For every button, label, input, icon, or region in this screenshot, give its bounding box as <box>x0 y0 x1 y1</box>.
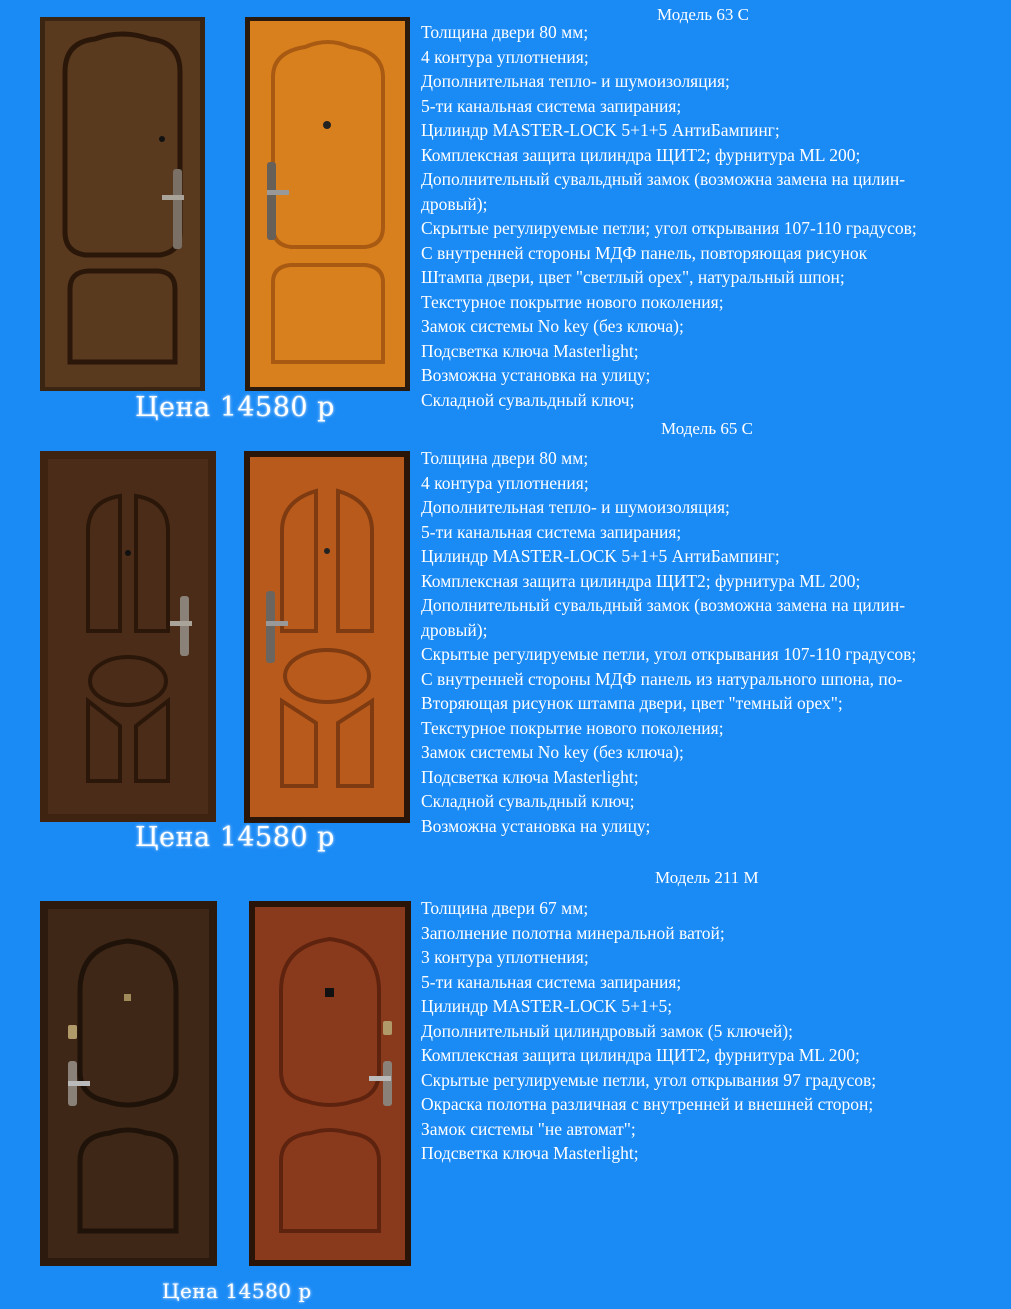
spec-item: Подсветка ключа Masterlight; <box>421 766 639 787</box>
spec-list <box>421 20 917 412</box>
door-inner-image <box>249 901 411 1266</box>
spec-item: Складной сувальдный ключ; <box>421 389 635 410</box>
spec-item: 5-ти канальная система запирания; <box>421 971 682 992</box>
spec-item: Возможна установка на улицу; <box>421 815 651 836</box>
door-outer-image <box>40 17 205 391</box>
spec-item: Цилиндр MASTER-LOCK 5+1+5 АнтиБампинг; <box>421 546 780 566</box>
spec-item: С внутренней стороны МДФ панель, повторяющая рисунок <box>421 242 868 263</box>
spec-item: Дополнительный сувальдный замок (возможна замена на цилин- <box>421 169 906 189</box>
door-outer-image <box>40 901 217 1266</box>
door-inner-image <box>245 17 410 391</box>
spec-item: Дополнительная тепло- и шумоизоляция; <box>421 497 730 517</box>
spec-item: Заполнение полотна минеральной ватой; <box>421 922 725 943</box>
spec-item: Дополнительная тепло- и шумоизоляция; <box>421 71 730 91</box>
spec-item: Замок системы "не автомат"; <box>421 1118 636 1139</box>
spec-item: Замок системы No key (без ключа); <box>421 742 684 762</box>
model-title: Модель 65 С <box>661 419 753 438</box>
spec-item: Скрытые регулируемые петли, угол открывания 97 градусов; <box>421 1069 877 1090</box>
spec-item: Штампа двери, цвет "светлый орех", натуральный шпон; <box>421 267 845 287</box>
spec-item: С внутренней стороны МДФ панель из натурального шпона, по- <box>421 668 903 689</box>
spec-item: Толщина двери 80 мм; <box>421 22 589 42</box>
price-label: Цена 14580 р <box>135 822 335 853</box>
spec-item: Толщина двери 67 мм; <box>421 898 589 918</box>
spec-item: Комплексная защита цилиндра ЩИТ2; фурнитура ML 200; <box>421 570 861 591</box>
spec-item: Текстурное покрытие нового поколения; <box>421 717 724 738</box>
spec-item: дровый); <box>421 619 488 640</box>
spec-item: 5-ти канальная система запирания; <box>421 95 682 116</box>
spec-item: Толщина двери 80 мм; <box>421 448 589 468</box>
spec-item: Дополнительный цилиндровый замок (5 ключей); <box>421 1020 793 1041</box>
spec-item: 5-ти канальная система запирания; <box>421 521 682 542</box>
spec-item: Текстурное покрытие нового поколения; <box>421 291 724 312</box>
door-inner-image <box>244 451 410 823</box>
spec-item: Складной сувальдный ключ; <box>421 791 635 811</box>
spec-item: Окраска полотна различная с внутренней и внешней сторон; <box>421 1094 874 1114</box>
spec-item: Скрытые регулируемые петли, угол открывания 107-110 градусов; <box>421 644 917 664</box>
spec-item: Комплексная защита цилиндра ЩИТ2; фурнитура ML 200; <box>421 144 861 165</box>
spec-item: Замок системы No key (без ключа); <box>421 316 684 336</box>
spec-item: 3 контура уплотнения; <box>421 947 589 967</box>
spec-item: Цилиндр MASTER-LOCK 5+1+5 АнтиБампинг; <box>421 120 780 140</box>
spec-item: Подсветка ключа Masterlight; <box>421 340 639 361</box>
spec-list <box>421 446 916 838</box>
model-title: Модель 211 М <box>655 868 759 887</box>
spec-item: Возможна установка на улицу; <box>421 365 651 385</box>
model-title: Модель 63 С <box>657 5 749 24</box>
spec-item: 4 контура уплотнения; <box>421 472 589 493</box>
spec-item: Подсветка ключа Masterlight; <box>421 1143 639 1163</box>
spec-item: 4 контура уплотнения; <box>421 46 589 67</box>
spec-item: Комплексная защита цилиндра ЩИТ2, фурнитура ML 200; <box>421 1045 860 1065</box>
spec-item: дровый); <box>421 193 488 214</box>
spec-item: Дополнительный сувальдный замок (возможна замена на цилин- <box>421 595 906 615</box>
spec-item: Вторяющая рисунок штампа двери, цвет "темный орех"; <box>421 693 843 713</box>
price-label: Цена 14580 р <box>135 392 335 423</box>
price-label: Цена 14580 р <box>162 1279 312 1303</box>
spec-item: Цилиндр MASTER-LOCK 5+1+5; <box>421 996 673 1016</box>
door-outer-image <box>40 451 216 822</box>
spec-item: Скрытые регулируемые петли; угол открывания 107-110 градусов; <box>421 218 917 238</box>
spec-list <box>421 896 876 1166</box>
